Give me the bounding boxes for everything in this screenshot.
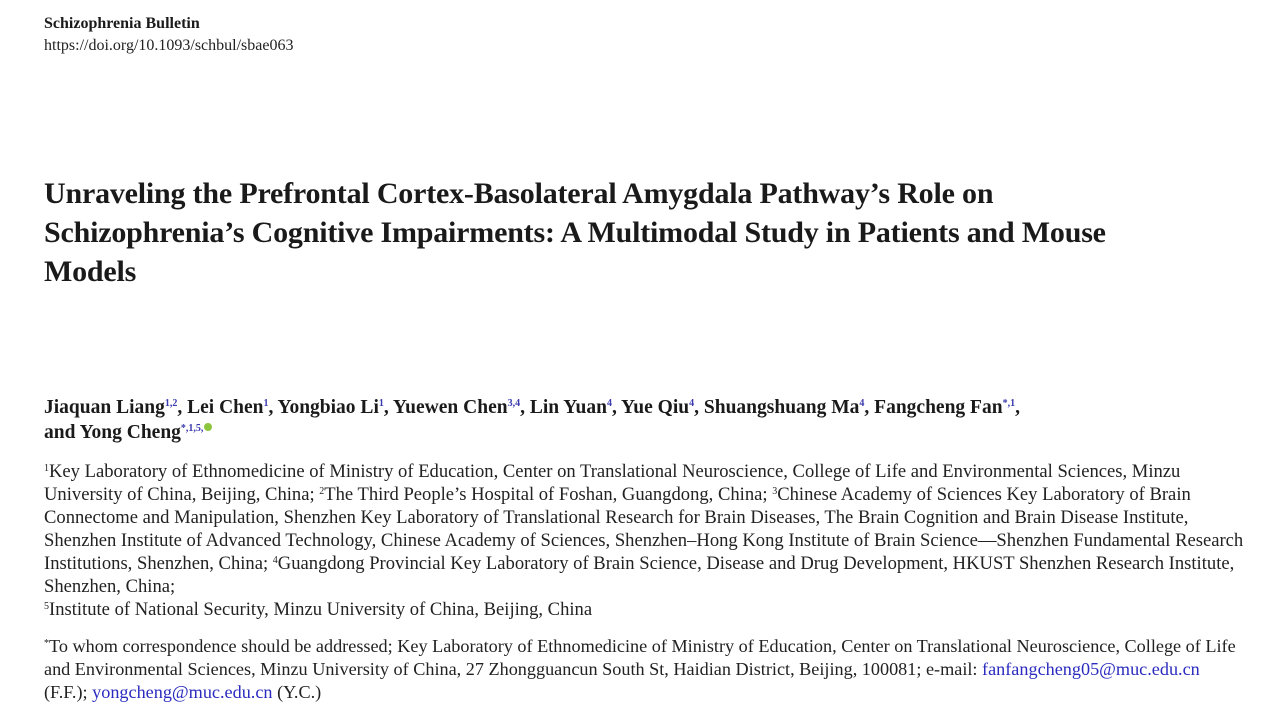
email-link-ff[interactable]: fanfangcheng05@muc.edu.cn: [982, 659, 1200, 679]
author-affiliation-sup: 4: [689, 398, 695, 409]
author-affiliation-sup: 1: [263, 398, 269, 409]
author-affiliation-sup: 1,2: [164, 398, 178, 409]
affiliation-sup: 1: [44, 463, 49, 474]
author-separator: ,: [268, 397, 278, 418]
author-name[interactable]: Shuangshuang Ma: [703, 397, 860, 418]
affiliation-sup: 5: [44, 601, 49, 612]
affiliation-text: Institute of National Security, Minzu University of China, Beijing, China: [49, 599, 593, 620]
journal-name: Schizophrenia Bulletin: [44, 15, 200, 32]
author-name[interactable]: Lei Chen: [187, 397, 264, 418]
correspondence-initials: (F.F.);: [44, 682, 93, 702]
orcid-icon[interactable]: [204, 423, 212, 431]
correspondence-note: [44, 635, 1244, 704]
author-affiliation-sup: 4: [859, 398, 865, 409]
author-name[interactable]: Yongbiao Li: [277, 397, 379, 418]
author-name[interactable]: Fangcheng Fan: [874, 397, 1003, 418]
author-separator: ,: [520, 397, 530, 418]
affiliation-text: Chinese Academy of Sciences Key Laboratory of Brain Connectome and Manipulation, Shenzhen Key Laboratory of Translational Research for Brain Diseases, The Brain Cognition and Brain Disease Institute, Shenzhen Institute of Advanced Technology, Chinese Academy of Sciences, Shenzhen–Hong Kong Institute of Brain Science—Shenzhen Fundamental Research Institutions, Shenzhen, China;: [44, 484, 1244, 574]
doi-link[interactable]: https://doi.org/10.1093/schbul/sbae063: [44, 37, 294, 54]
author-separator: ,: [383, 397, 393, 418]
author-name[interactable]: and Yong Cheng: [44, 422, 181, 443]
author-separator: ,: [1015, 397, 1020, 418]
correspondence-text: To whom correspondence should be addressed; Key Laboratory of Ethnomedicine of Ministry of Education, Center on Translational Neuroscience, College of Life and Environmental Sciences, Minzu University of China, 27 Zhongguancun South St, Haidian District, Beijing, 100081; e-mail:: [44, 636, 1236, 679]
author-affiliation-sup: *,1: [1002, 398, 1016, 409]
author-affiliation-sup: 1: [378, 398, 384, 409]
affiliation-sup: 4: [272, 555, 278, 566]
author-separator: ,: [611, 397, 622, 418]
affiliations: [44, 460, 1244, 621]
author-name[interactable]: Yuewen Chen: [392, 397, 508, 418]
author-separator: ,: [694, 397, 704, 418]
author-separator: ,: [864, 397, 875, 418]
author-name[interactable]: Lin Yuan: [529, 397, 607, 418]
correspondence-sup: *: [44, 638, 49, 649]
affiliation-text: Key Laboratory of Ethnomedicine of Ministry of Education, Center on Translational Neuroscience, College of Life and Environmental Sciences, Minzu University of China, Beijing, China;: [44, 461, 1181, 505]
author-affiliation-sup: 3,4: [507, 398, 521, 409]
author-affiliation-sup: *,1,5,: [180, 423, 204, 434]
affiliation-sup: 3: [772, 486, 778, 497]
author-name[interactable]: Yue Qiu: [621, 397, 690, 418]
author-name[interactable]: Jiaquan Liang: [44, 397, 165, 418]
email-link-yc[interactable]: yongcheng@muc.edu.cn: [92, 682, 273, 702]
affiliation-sup: 2: [319, 486, 325, 497]
affiliation-text: The Third People’s Hospital of Foshan, Guangdong, China;: [324, 484, 773, 505]
author-list: [44, 395, 1244, 445]
author-separator: ,: [177, 397, 188, 418]
correspondence-initials: (Y.C.): [272, 682, 322, 702]
affiliation-text: Guangdong Provincial Key Laboratory of Brain Science, Disease and Drug Development, HKUST Shenzhen Research Institute, Shenzhen, China;: [44, 553, 1235, 597]
article-title: Unraveling the Prefrontal Cortex-Basolateral Amygdala Pathway’s Role on Schizophrenia’s Cognitive Impairments: A Multimodal Study in Patients and Mouse Models: [44, 177, 1106, 288]
author-affiliation-sup: 4: [606, 398, 612, 409]
